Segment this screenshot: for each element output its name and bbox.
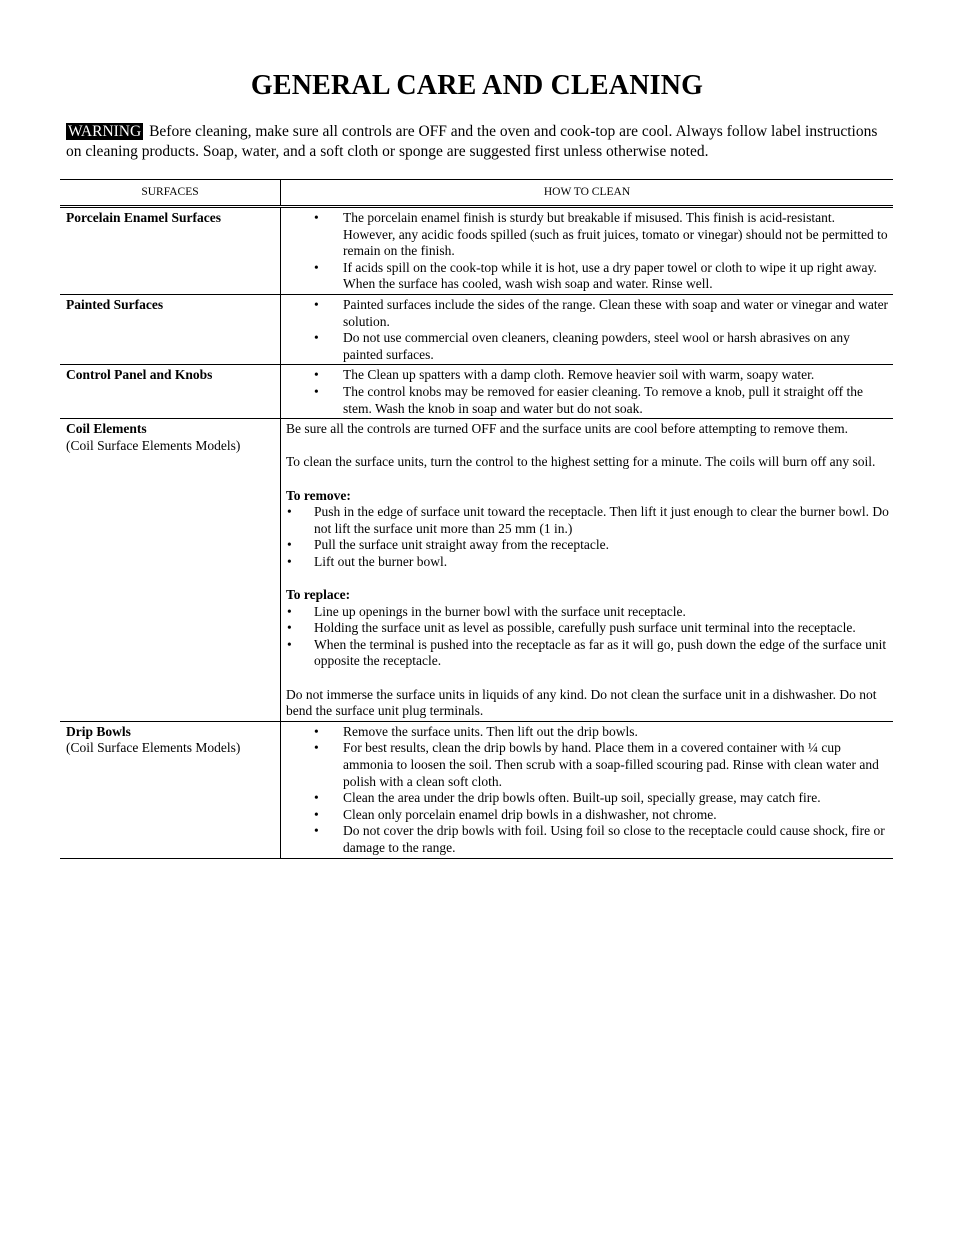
care-table bbox=[60, 179, 893, 859]
surface-cell bbox=[60, 294, 281, 364]
header-how-to-clean: HOW TO CLEAN bbox=[281, 180, 894, 207]
paragraph: Do not immerse the surface units in liquids of any kind. Do not clean the surface unit in a dishwasher. Do not bend the surface unit plug terminals. bbox=[286, 686, 877, 719]
list-item: • The porcelain enamel finish is sturdy but breakable if misused. This finish is acid-resistant. However, any acidic foods spilled (such as fruit juices, tomato or vinegar) should not be permitted to remain on the finish. bbox=[343, 210, 889, 260]
list-item: • Do not use commercial oven cleaners, cleaning powders, steel wool or harsh abrasives on any painted surfaces. bbox=[343, 330, 889, 363]
paragraph: To clean the surface units, turn the control to the highest setting for a minute. The coils will burn off any soil. bbox=[286, 454, 876, 470]
table-row-control-panel bbox=[60, 365, 893, 419]
surface-name: Drip Bowls bbox=[66, 723, 131, 739]
table-row-painted bbox=[60, 294, 893, 364]
replace-steps-list bbox=[286, 604, 889, 670]
list-item: • Lift out the burner bowl. bbox=[314, 554, 889, 571]
list-item: • For best results, clean the drip bowls by hand. Place them in a covered container with ¼ cup ammonia to loosen the soil. Then scrub with a soap-filled scouring pad. Rinse with clean water and polish with a clean soft cloth. bbox=[343, 740, 889, 790]
table-row-coil-elements bbox=[60, 419, 893, 722]
instruction-list bbox=[287, 297, 889, 363]
instruction-list bbox=[287, 724, 889, 857]
instruction-list bbox=[287, 367, 889, 417]
instructions-cell bbox=[281, 207, 894, 295]
surface-cell bbox=[60, 721, 281, 858]
list-item: • When the terminal is pushed into the receptacle as far as it will go, push down the edge of the surface unit opposite the receptacle. bbox=[314, 637, 889, 670]
list-item: • Line up openings in the burner bowl with the surface unit receptacle. bbox=[314, 604, 889, 621]
list-item: • Clean the area under the drip bowls often. Built-up soil, specially grease, may catch fire. bbox=[343, 790, 889, 807]
surface-name: Coil Elements bbox=[66, 421, 147, 437]
list-item: • Clean only porcelain enamel drip bowls in a dishwasher, not chrome. bbox=[343, 807, 889, 824]
list-item: • If acids spill on the cook-top while it is hot, use a dry paper towel or cloth to wipe it up right away. When the surface has cooled, wash wish soap and water. Rinse well. bbox=[343, 260, 889, 293]
instructions-cell bbox=[281, 294, 894, 364]
list-item: • The Clean up spatters with a damp cloth. Remove heavier soil with warm, soapy water. bbox=[343, 367, 889, 384]
table-row-porcelain bbox=[60, 207, 893, 295]
surface-cell bbox=[60, 207, 281, 295]
subheading-remove: To remove: bbox=[286, 487, 351, 503]
list-item: • Painted surfaces include the sides of the range. Clean these with soap and water or vinegar and water solution. bbox=[343, 297, 889, 330]
list-item: • Remove the surface units. Then lift out the drip bowls. bbox=[343, 724, 889, 741]
spacer bbox=[286, 670, 889, 687]
warning-text: Before cleaning, make sure all controls are OFF and the oven and cook-top are cool. Always follow label instructions on cleaning products. Soap, water, and a soft cloth or sponge are suggested first unless otherwise noted. bbox=[66, 123, 878, 160]
subheading-replace: To replace: bbox=[286, 587, 351, 603]
instructions-cell bbox=[281, 419, 894, 722]
list-item: • Pull the surface unit straight away from the receptacle. bbox=[314, 537, 889, 554]
list-item: • Do not cover the drip bowls with foil. Using foil so close to the receptacle could cause shock, fire or damage to the range. bbox=[343, 823, 889, 856]
surface-cell bbox=[60, 365, 281, 419]
list-item: • Push in the edge of surface unit toward the receptacle. Then lift it just enough to clear the burner bowl. Do not lift the surface unit more than 25 mm (1 in.) bbox=[314, 504, 889, 537]
instructions-cell bbox=[281, 365, 894, 419]
warning-notice bbox=[66, 122, 892, 162]
instructions-cell bbox=[281, 721, 894, 858]
table-header-row bbox=[60, 180, 893, 207]
surface-subtitle: (Coil Surface Elements Models) bbox=[66, 437, 241, 453]
remove-steps-list bbox=[286, 504, 889, 570]
surface-cell bbox=[60, 419, 281, 722]
surface-name: Control Panel and Knobs bbox=[66, 367, 213, 383]
instruction-list bbox=[287, 210, 889, 293]
spacer bbox=[286, 570, 889, 587]
warning-label: WARNING bbox=[68, 123, 142, 140]
surface-name: Painted Surfaces bbox=[66, 296, 164, 312]
paragraph: Be sure all the controls are turned OFF and the surface units are cool before attempting to remove them. bbox=[286, 421, 848, 437]
surface-subtitle: (Coil Surface Elements Models) bbox=[66, 740, 241, 756]
page-title: GENERAL CARE AND CLEANING bbox=[250, 70, 704, 101]
table-row-drip-bowls bbox=[60, 721, 893, 858]
surface-name: Porcelain Enamel Surfaces bbox=[66, 210, 221, 225]
list-item: • Holding the surface unit as level as possible, carefully push surface unit terminal into the receptacle. bbox=[314, 620, 889, 637]
list-item: • The control knobs may be removed for easier cleaning. To remove a knob, pull it straight off the stem. Wash the knob in soap and water but do not soak. bbox=[343, 384, 889, 417]
header-surfaces: SURFACES bbox=[60, 180, 281, 207]
